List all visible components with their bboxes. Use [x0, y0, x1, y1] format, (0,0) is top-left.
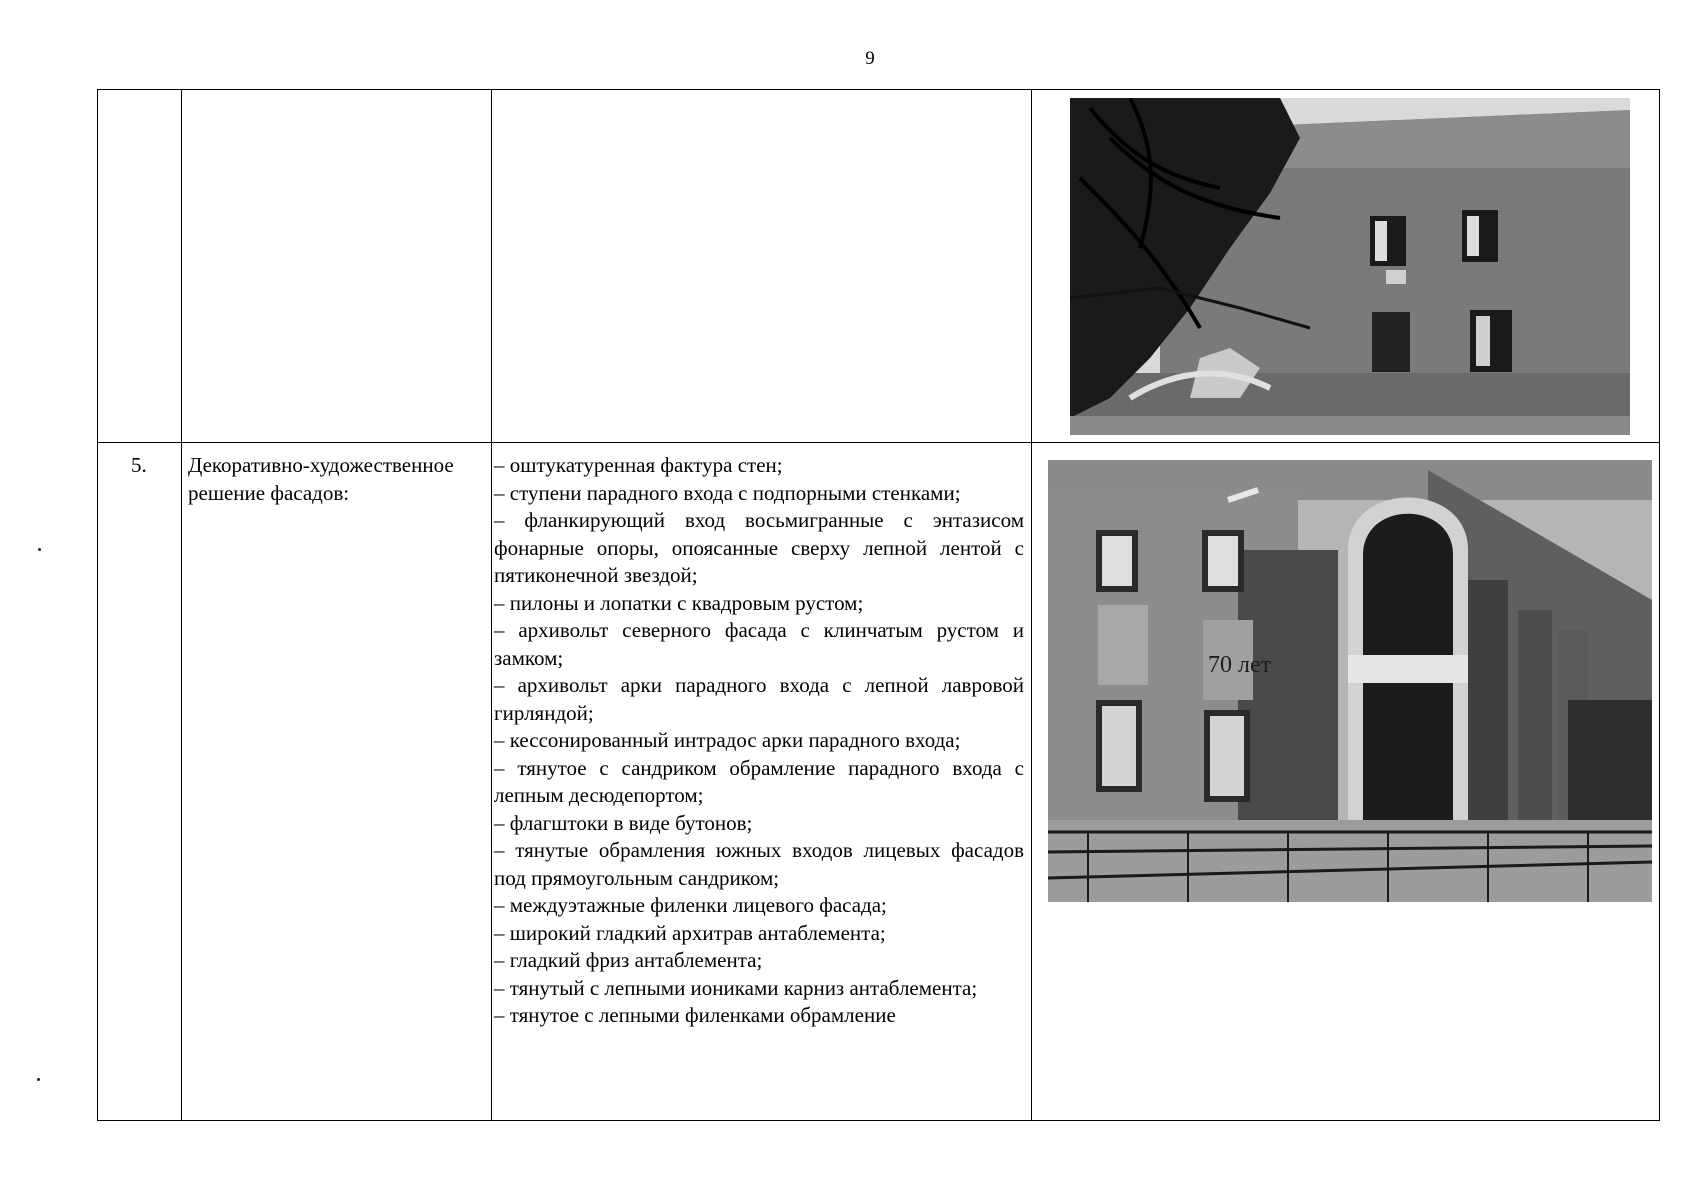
feature-item: – оштукатуренная фактура стен; [494, 453, 783, 477]
building-photo-icon [1070, 98, 1630, 435]
banner-text: 70 лет [1208, 652, 1272, 678]
feature-item: – кессонированный интрадос арки парадного входа; [494, 728, 961, 752]
feature-item: – пилоны и лопатки с квадровым рустом; [494, 590, 864, 615]
feature-item: – тянутое с лепными филенками обрамление [494, 1003, 896, 1027]
feature-item: – флагштоки в виде бутонов; [494, 810, 753, 835]
column-divider [491, 90, 492, 1120]
row-title: Декоративно-художественное решение фасадов: [188, 453, 454, 505]
feature-item: – широкий гладкий архитрав антаблемента; [494, 920, 886, 945]
feature-item: – архивольт арки парадного входа с лепной лавровой гирляндой; [494, 673, 1024, 725]
feature-item: – тянутый с лепными иониками карниз антаблемента; [494, 975, 978, 1000]
heritage-table [97, 89, 1660, 1121]
column-divider [1031, 90, 1032, 1120]
scan-speck [37, 1078, 40, 1081]
feature-item: – гладкий фриз антаблемента; [494, 948, 763, 972]
feature-item: – тянутые обрамления южных входов лицевых фасадов под прямоугольным сандриком; [494, 838, 1024, 890]
feature-item: – междуэтажные филенки лицевого фасада; [494, 893, 887, 917]
row-number: 5. [131, 453, 147, 477]
column-divider [181, 90, 182, 1120]
feature-item: – тянутое с сандриком обрамление парадного входа с лепным десюдепортом; [494, 755, 1024, 807]
feature-item: – ступени парадного входа с подпорными стенками; [494, 480, 961, 505]
features-list [494, 452, 1024, 1030]
facade-photo-icon [1048, 460, 1652, 902]
feature-item: – фланкирующий вход восьмигранные с энтазисом фонарные опоры, опоясанные сверху лепной лентой с пятиконечной звездой; [494, 508, 1024, 587]
row-divider [98, 442, 1659, 443]
scan-speck [38, 548, 41, 551]
feature-item: – архивольт северного фасада с клинчатым рустом и замком; [494, 618, 1024, 670]
page-number: 9 [865, 48, 875, 69]
